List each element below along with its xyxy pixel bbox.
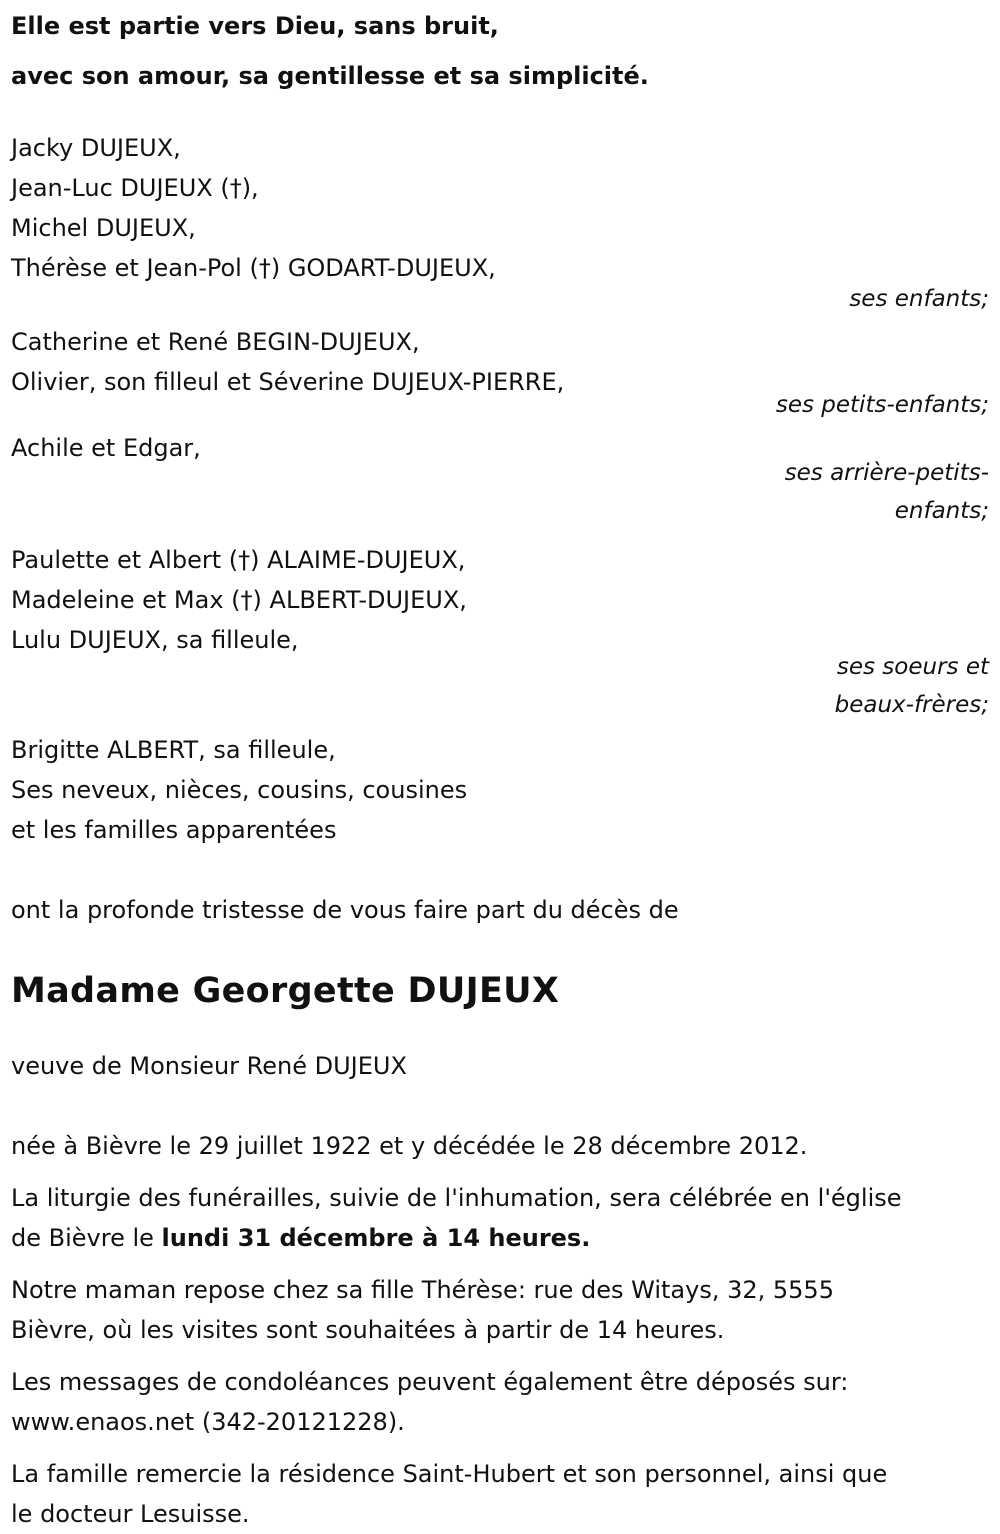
family-line: Achile et Edgar, <box>11 434 201 462</box>
family-line: et les familles apparentées <box>11 816 337 844</box>
liturgy-line: La liturgie des funérailles, suivie de l'inhumation, sera célébrée en l'église <box>11 1184 902 1212</box>
family-line: Lulu DUJEUX, sa filleule, <box>11 626 299 654</box>
role-label: beaux-frères; <box>834 692 989 718</box>
family-line: Michel DUJEUX, <box>11 214 196 242</box>
family-line: Brigitte ALBERT, sa filleule, <box>11 736 336 764</box>
family-line: Catherine et René BEGIN-DUJEUX, <box>11 328 420 356</box>
role-label: ses arrière-petits- <box>784 460 989 486</box>
family-line: Olivier, son filleul et Séverine DUJEUX-PIERRE, <box>11 368 565 396</box>
visits-paragraph <box>11 1270 991 1350</box>
heading-line: avec son amour, sa gentillesse et sa simplicité. <box>11 62 649 90</box>
family-line: Jacky DUJEUX, <box>11 134 181 162</box>
liturgy-prefix: de Bièvre le <box>11 1224 162 1252</box>
grandchildren-section <box>11 322 991 424</box>
condolences-line: www.enaos.net (342-20121228). <box>11 1408 405 1436</box>
family-line: Paulette et Albert (†) ALAIME-DUJEUX, <box>11 546 466 574</box>
funeral-date: lundi 31 décembre à 14 heures. <box>161 1224 591 1252</box>
widow-of: veuve de Monsieur René DUJEUX <box>11 1052 407 1080</box>
family-line: Madeleine et Max (†) ALBERT-DUJEUX, <box>11 586 467 614</box>
deceased-name: Madame Georgette DUJEUX <box>11 971 560 1011</box>
great-grandchildren-section <box>11 428 991 530</box>
announcement: ont la profonde tristesse de vous faire part du décès de <box>11 896 679 924</box>
role-label: enfants; <box>894 498 989 524</box>
thanks-line: La famille remercie la résidence Saint-Hubert et son personnel, ainsi que <box>11 1460 888 1488</box>
family-line: Ses neveux, nièces, cousins, cousines <box>11 776 468 804</box>
condolences-paragraph <box>11 1362 991 1442</box>
visits-line: Notre maman repose chez sa fille Thérèse: rue des Witays, 32, 5555 <box>11 1276 834 1304</box>
children-section <box>11 128 991 318</box>
visits-line: Bièvre, où les visites sont souhaitées à partir de 14 heures. <box>11 1316 725 1344</box>
role-label: ses petits-enfants; <box>775 392 989 418</box>
family-line: Thérèse et Jean-Pol (†) GODART-DUJEUX, <box>11 254 496 282</box>
condolences-line: Les messages de condoléances peuvent également être déposés sur: <box>11 1368 849 1396</box>
liturgy-paragraph <box>11 1178 991 1258</box>
heading-line: Elle est partie vers Dieu, sans bruit, <box>11 12 499 40</box>
role-label: ses enfants; <box>849 286 989 312</box>
thanks-line: le docteur Lesuisse. <box>11 1500 250 1528</box>
family-line: Jean-Luc DUJEUX (†), <box>11 174 259 202</box>
siblings-section <box>11 540 991 724</box>
role-label: ses soeurs et <box>836 654 989 680</box>
others-section <box>11 730 991 850</box>
thanks-paragraph <box>11 1454 991 1534</box>
heading <box>11 0 991 96</box>
birth-death: née à Bièvre le 29 juillet 1922 et y décédée le 28 décembre 2012. <box>11 1132 808 1160</box>
liturgy-line <box>11 1218 991 1258</box>
obituary-notice <box>11 0 991 1534</box>
